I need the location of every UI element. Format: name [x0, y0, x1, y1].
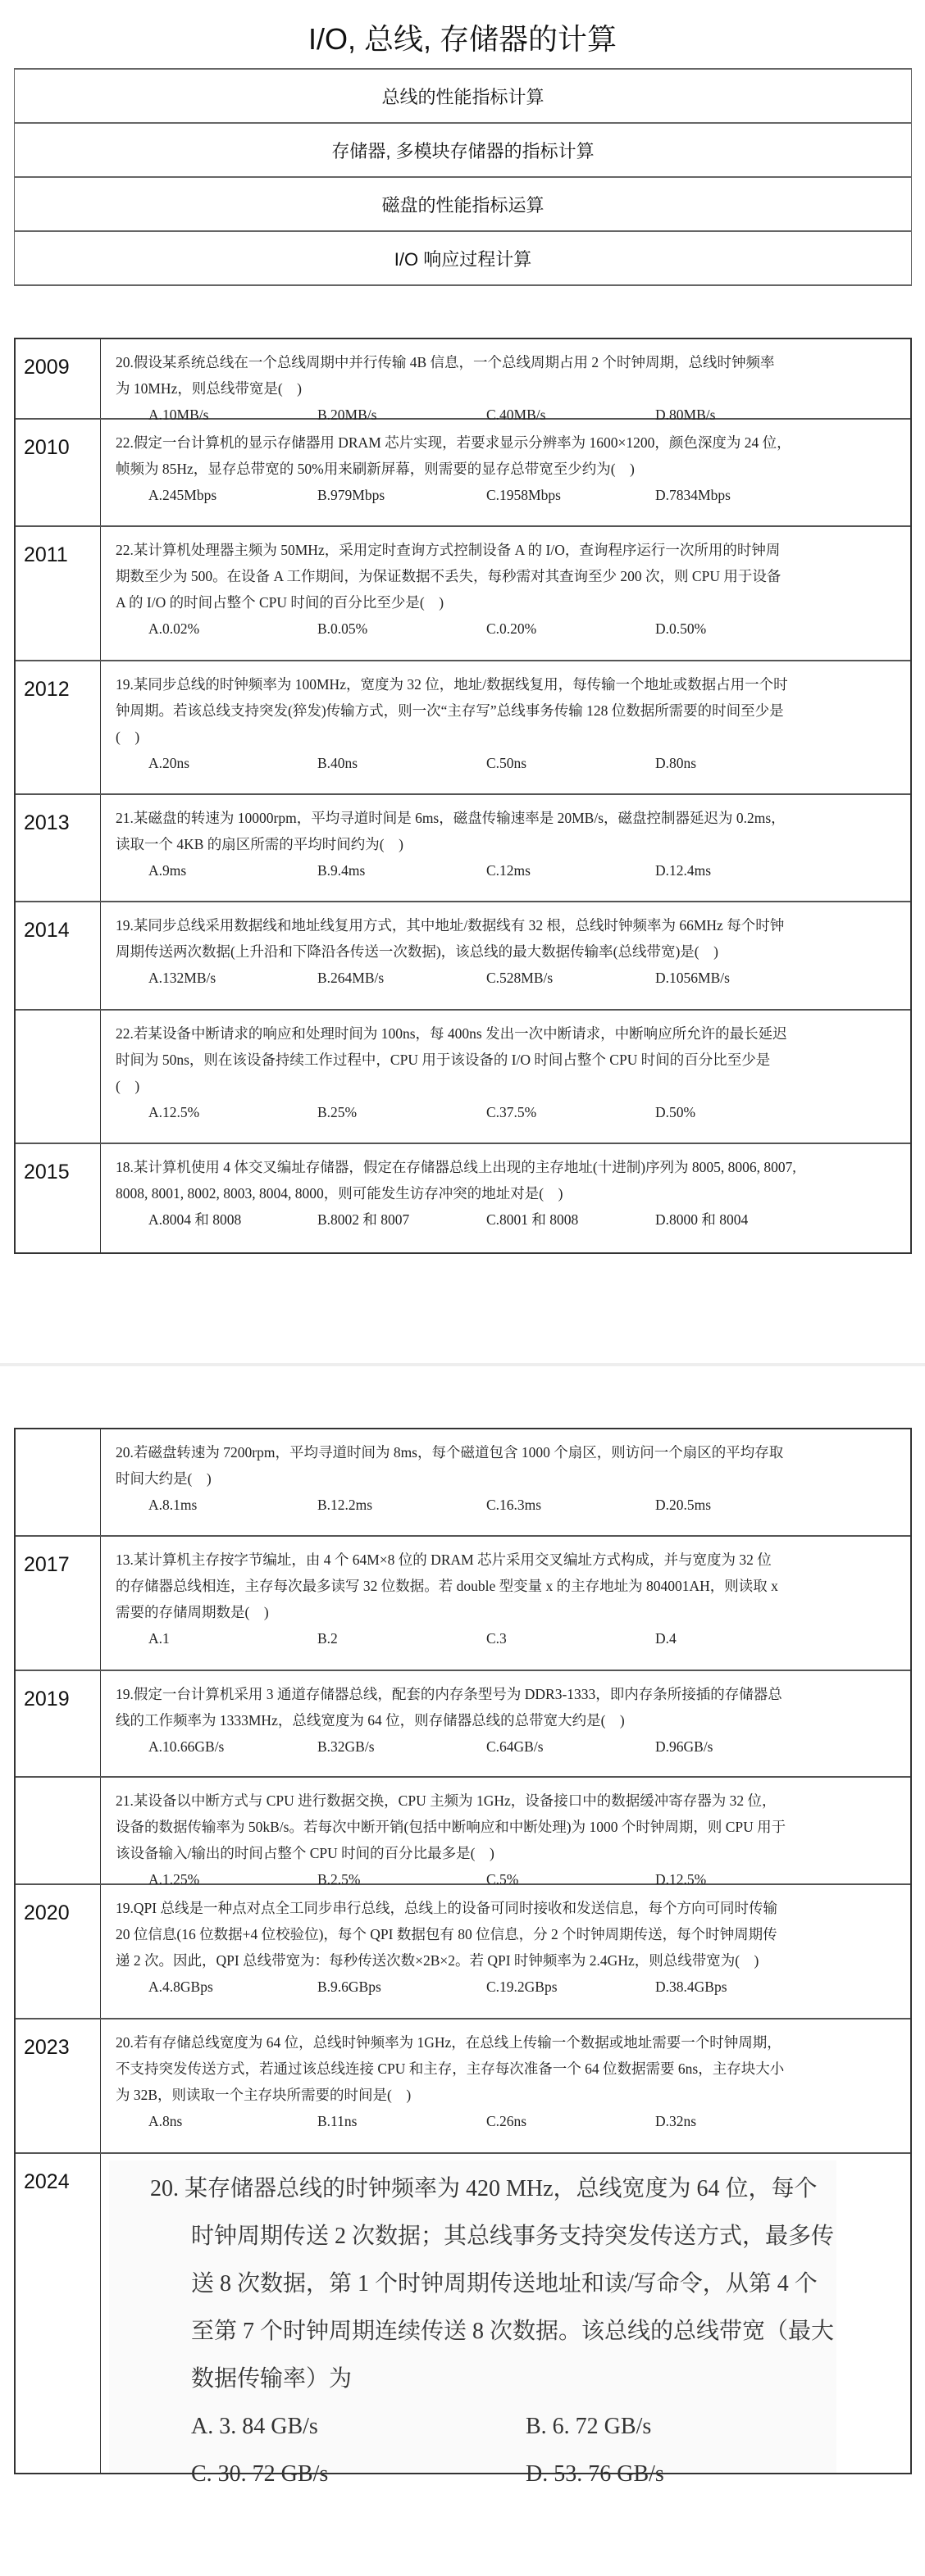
- option-d: D.50%: [655, 1104, 696, 1120]
- option-d: D.7834Mbps: [655, 487, 731, 503]
- nav-io-response[interactable]: I/O 响应过程计算: [14, 232, 912, 286]
- option-a: A.245Mbps: [148, 487, 217, 503]
- question-text-line: A 的 I/O 的时间占整个 CPU 时间的百分比至少是( ): [116, 594, 444, 611]
- options: [116, 1625, 894, 1651]
- year-cell: 2015: [16, 1144, 101, 1252]
- option-c: C.528MB/s: [486, 970, 554, 986]
- question-cell: [101, 420, 910, 525]
- option-a: A.12.5%: [148, 1104, 200, 1120]
- options-row-2: [150, 2451, 836, 2498]
- option-d: D.8000 和 8004: [655, 1211, 749, 1228]
- option-a: A.4.8GBps: [148, 1979, 213, 1995]
- option-c: C.12ms: [486, 862, 531, 879]
- question-text-line: 19.QPI 总线是一种点对点全工同步串行总线，总线上的设备可同时接收和发送信息，每个方向可同时传输: [116, 1900, 777, 1916]
- question-text-line: 线的工作频率为 1333MHz，总线宽度为 64 位，则存储器总线的总带宽大约是( ): [116, 1712, 625, 1729]
- options: [116, 750, 894, 776]
- question-text-line: 帧频为 85Hz，显存总带宽的 50%用来刷新屏幕，则需要的显存总带宽至少约为( ): [116, 461, 635, 477]
- question-text-line: 20. 某存储器总线的时钟频率为 420 MHz，总线宽度为 64 位，每个: [150, 2176, 818, 2201]
- question-text-line: 周期传送两次数据(上升沿和下降沿各传送一次数据)，该总线的最大数据传输率(总线带宽)是( ): [116, 943, 718, 960]
- option-c: C.5%: [486, 1871, 519, 1888]
- question-text-line: 读取一个 4KB 的扇区所需的平均时间约为( ): [116, 836, 403, 852]
- question-row: [16, 795, 910, 902]
- scanned-question: [109, 2160, 836, 2487]
- option-b: B.8002 和 8007: [317, 1211, 410, 1228]
- option-c: C.64GB/s: [486, 1738, 544, 1755]
- option-a: A.1.25%: [148, 1871, 200, 1888]
- options: [116, 1206, 894, 1233]
- nav-memory-metrics[interactable]: 存储器, 多模块存储器的指标计算: [14, 124, 912, 178]
- question-text-line: 18.某计算机使用 4 体交叉编址存储器，假定在存储器总线上出现的主存地址(十进制)序列为 8005, 8006, 8007,: [116, 1159, 796, 1175]
- option-b: B.264MB/s: [317, 970, 385, 986]
- option-b: B.9.4ms: [317, 862, 366, 879]
- question-text-line: 22.某计算机处理器主频为 50MHz，采用定时查询方式控制设备 A 的 I/O，查询程序运行一次所用的时钟周: [116, 542, 781, 558]
- option-c: C.26ns: [486, 2113, 527, 2129]
- option-a: A.8.1ms: [148, 1497, 198, 1513]
- year-cell: 2017: [16, 1537, 101, 1670]
- option-a: A.20ns: [148, 755, 190, 771]
- year-cell: 2012: [16, 661, 101, 793]
- option-a: A.10MB/s: [148, 407, 209, 423]
- option-a: A.0.02%: [148, 620, 200, 637]
- option-a: A.1: [148, 1630, 170, 1647]
- option-d: D.32ns: [655, 2113, 697, 2129]
- page-title: I/O, 总线, 存储器的计算: [308, 22, 617, 56]
- option-c: C.37.5%: [486, 1104, 537, 1120]
- section-divider: [0, 1363, 925, 1366]
- question-cell: [101, 1537, 910, 1670]
- year-cell: 2023: [16, 2019, 101, 2152]
- year-cell: [16, 1778, 101, 1883]
- question-cell: [101, 1885, 910, 2018]
- year-cell: 2024: [16, 2154, 101, 2473]
- question-cell: [101, 2019, 910, 2152]
- question-text-line: 20.若磁盘转速为 7200rpm，平均寻道时间为 8ms，每个磁道包含 1000 个扇区，则访问一个扇区的平均存取: [116, 1444, 784, 1461]
- option-a: A.132MB/s: [148, 970, 216, 986]
- options: [116, 857, 894, 884]
- question-text-line: 送 8 次数据，第 1 个时钟周期传送地址和读/写命令，从第 4 个: [191, 2271, 818, 2297]
- nav-bus-performance[interactable]: 总线的性能指标计算: [14, 70, 912, 124]
- question-text-line: 22.假定一台计算机的显示存储器用 DRAM 芯片实现，若要求显示分辨率为 1600×1200，颜色深度为 24 位，: [116, 434, 791, 451]
- question-row: [16, 527, 910, 661]
- question-row: [16, 2019, 910, 2154]
- option-b: B.0.05%: [317, 620, 368, 637]
- question-row: [16, 1011, 910, 1144]
- question-row: [16, 1885, 910, 2019]
- option-d: D.80MB/s: [655, 407, 716, 423]
- question-row: [16, 1537, 910, 1671]
- question-cell: [101, 795, 910, 901]
- question-row: [16, 1144, 910, 1252]
- option-c: C.3: [486, 1630, 507, 1647]
- option-b: B. 6. 72 GB/s: [526, 2414, 652, 2439]
- topic-nav: [14, 68, 912, 286]
- question-text-line: 21.某磁盘的转速为 10000rpm，平均寻道时间是 6ms，磁盘传输速率是 20MB/s，磁盘控制器延迟为 0.2ms，: [116, 810, 786, 826]
- options: [116, 1099, 894, 1125]
- question-text-line: 19.某同步总线的时钟频率为 100MHz，宽度为 32 位，地址/数据线复用，每传输一个地址或数据占用一个时: [116, 676, 788, 693]
- options: [116, 1733, 894, 1760]
- option-b: B.2: [317, 1630, 338, 1647]
- question-text-line: 设备的数据传输率为 50kB/s。若每次中断开销(包括中断响应和中断处理)为 1000 个时钟周期，则 CPU 用于: [116, 1819, 786, 1835]
- option-c: C.19.2GBps: [486, 1979, 558, 1995]
- option-c: C.0.20%: [486, 620, 537, 637]
- options-row-1: [150, 2403, 836, 2451]
- option-d: D.12.4ms: [655, 862, 712, 879]
- option-a: A.10.66GB/s: [148, 1738, 225, 1755]
- option-b: B.2.5%: [317, 1871, 361, 1888]
- option-a: A.8004 和 8008: [148, 1211, 242, 1228]
- question-row: [16, 1429, 910, 1537]
- option-d: D.1056MB/s: [655, 970, 730, 986]
- question-text-line: 13.某计算机主存按字节编址，由 4 个 64M×8 位的 DRAM 芯片采用交叉编址方式构成，并与宽度为 32 位: [116, 1552, 772, 1568]
- question-text-line: 为 10MHz，则总线带宽是( ): [116, 380, 302, 397]
- question-text-line: 20.假设某系统总线在一个总线周期中并行传输 4B 信息，一个总线周期占用 2 个时钟周期，总线时钟频率: [116, 354, 775, 370]
- question-text-line: 8008, 8001, 8002, 8003, 8004, 8000，则可能发生访存冲突的地址对是( ): [116, 1185, 563, 1202]
- question-cell: [101, 1144, 910, 1252]
- option-c: C.1958Mbps: [486, 487, 561, 503]
- question-row: [16, 1778, 910, 1888]
- year-cell: 2011: [16, 527, 101, 660]
- option-d: D. 53. 76 GB/s: [526, 2461, 664, 2487]
- question-row: [16, 339, 910, 423]
- year-cell: 2013: [16, 795, 101, 901]
- question-row: [16, 1671, 910, 1778]
- option-b: B.979Mbps: [317, 487, 385, 503]
- question-text-line: 20.若有存储总线宽度为 64 位，总线时钟频率为 1GHz，在总线上传输一个数据或地址需要一个时钟周期，: [116, 2034, 781, 2051]
- question-cell: [101, 902, 910, 1009]
- question-text-line: 时间大约是( ): [116, 1470, 212, 1487]
- question-text-line: 该设备输入/输出的时间占整个 CPU 时间的百分比最多是( ): [116, 1845, 494, 1861]
- question-text-line: 递 2 次。因此，QPI 总线带宽为：每秒传送次数×2B×2。若 QPI 时钟频率为 2.4GHz，则总线带宽为( ): [116, 1952, 759, 1969]
- year-cell: 2020: [16, 1885, 101, 2018]
- question-table-1: [14, 338, 912, 1254]
- question-text-line: 为 32B，则读取一个主存块所需要的时间是( ): [116, 2087, 412, 2103]
- option-d: D.4: [655, 1630, 677, 1647]
- question-row-2024: [16, 2154, 910, 2487]
- option-d: D.96GB/s: [655, 1738, 713, 1755]
- question-table-2: [14, 1428, 912, 2487]
- question-text-line: 19.假定一台计算机采用 3 通道存储器总线，配套的内存条型号为 DDR3-1333，即内存条所接插的存储器总: [116, 1686, 782, 1702]
- option-c: C.8001 和 8008: [486, 1211, 579, 1228]
- question-text-line: 需要的存储周期数是( ): [116, 1604, 269, 1620]
- option-d: D.0.50%: [655, 620, 707, 637]
- year-cell: 2019: [16, 1671, 101, 1776]
- question-cell: [101, 1011, 910, 1143]
- question-text-line: 期数至少为 500。在设备 A 工作期间，为保证数据不丢失，每秒需对其查询至少 200 次，则 CPU 用于设备: [116, 568, 781, 584]
- option-c: C.16.3ms: [486, 1497, 542, 1513]
- option-b: B.12.2ms: [317, 1497, 373, 1513]
- year-cell: 2010: [16, 420, 101, 525]
- question-row: [16, 661, 910, 795]
- question-cell: [101, 661, 910, 793]
- options: [116, 482, 894, 508]
- year-cell: [16, 1011, 101, 1143]
- question-cell: [101, 339, 910, 423]
- option-d: D.80ns: [655, 755, 697, 771]
- question-text-line: ( ): [116, 1078, 140, 1094]
- option-b: B.40ns: [317, 755, 358, 771]
- option-d: D.38.4GBps: [655, 1979, 727, 1995]
- option-c: C. 30. 72 GB/s: [191, 2461, 329, 2487]
- year-cell: [16, 1429, 101, 1535]
- option-b: B.11ns: [317, 2113, 358, 2129]
- option-c: C.40MB/s: [486, 407, 546, 423]
- option-a: A.9ms: [148, 862, 187, 879]
- option-d: D.20.5ms: [655, 1497, 712, 1513]
- options: [116, 965, 894, 991]
- option-c: C.50ns: [486, 755, 527, 771]
- year-cell: 2014: [16, 902, 101, 1009]
- question-text-line: 19.某同步总线采用数据线和地址线复用方式，其中地址/数据线有 32 根，总线时钟频率为 66MHz 每个时钟: [116, 917, 785, 934]
- question-text-line: 21.某设备以中断方式与 CPU 进行数据交换，CPU 主频为 1GHz，设备接口中的数据缓冲寄存器为 32 位，: [116, 1792, 777, 1809]
- question-text-line: 时钟周期传送 2 次数据；其总线事务支持突发传送方式，最多传: [191, 2224, 835, 2249]
- option-b: B.32GB/s: [317, 1738, 375, 1755]
- question-text-line: 至第 7 个时钟周期连续传送 8 次数据。该总线的总线带宽（最大: [191, 2319, 835, 2344]
- option-b: B.20MB/s: [317, 407, 377, 423]
- question-text-line: 不支持突发传送方式，若通过该总线连接 CPU 和主存，主存每次准备一个 64 位数据需要 6ns，主存块大小: [116, 2060, 785, 2077]
- options: [116, 1974, 894, 2000]
- options: [116, 616, 894, 642]
- question-row: [16, 902, 910, 1011]
- question-text-line: 数据传输率）为: [191, 2366, 353, 2392]
- options: [116, 1492, 894, 1518]
- question-text-line: 钟周期。若该总线支持突发(猝发)传输方式，则一次“主存写”总线事务传输 128 位数据所需要的时间至少是: [116, 702, 784, 719]
- nav-disk-performance[interactable]: 磁盘的性能指标运算: [14, 178, 912, 232]
- question-text-line: 22.若某设备中断请求的响应和处理时间为 100ns，每 400ns 发出一次中断请求，中断响应所允许的最长延迟: [116, 1025, 787, 1042]
- question-text-line: ( ): [116, 729, 140, 745]
- question-cell: [101, 1429, 910, 1535]
- option-d: D.12.5%: [655, 1871, 707, 1888]
- question-text-line: 20 位信息(16 位数据+4 位校验位)，每个 QPI 数据包有 80 位信息，分 2 个时钟周期传送，每个时钟周期传: [116, 1926, 777, 1942]
- option-b: B.25%: [317, 1104, 358, 1120]
- question-text-line: 时间为 50ns，则在该设备持续工作过程中，CPU 用于该设备的 I/O 时间占整个 CPU 时间的百分比至少是: [116, 1052, 771, 1068]
- option-a: A. 3. 84 GB/s: [191, 2414, 318, 2439]
- year-cell: 2009: [16, 339, 101, 418]
- question-row: [16, 420, 910, 527]
- question-cell: [101, 1671, 910, 1776]
- options: [116, 2108, 894, 2134]
- option-a: A.8ns: [148, 2113, 183, 2129]
- option-b: B.9.6GBps: [317, 1979, 381, 1995]
- question-cell: [101, 1778, 910, 1888]
- question-text-line: 的存储器总线相连，主存每次最多读写 32 位数据。若 double 型变量 x 的主存地址为 804001AH，则读取 x: [116, 1578, 778, 1594]
- question-cell: [101, 527, 910, 660]
